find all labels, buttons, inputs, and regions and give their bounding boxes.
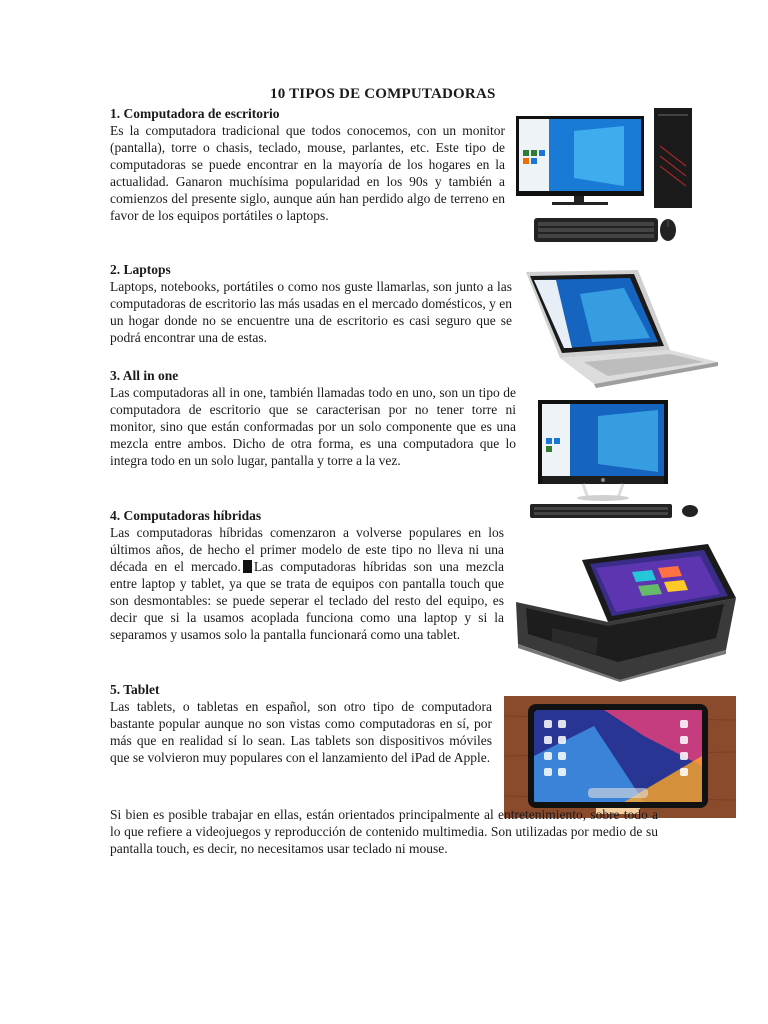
section-4-body bbox=[110, 524, 504, 643]
all-in-one-icon bbox=[528, 398, 706, 522]
section-5-heading: 5. Tablet bbox=[110, 682, 160, 697]
text-cursor-icon bbox=[243, 560, 252, 573]
desktop-computer-icon bbox=[514, 106, 694, 246]
section-4-heading: 4. Computadoras híbridas bbox=[110, 508, 262, 523]
laptop-icon bbox=[520, 266, 720, 390]
section-1-body: Es la computadora tradicional que todos conocemos, con un monitor (pantalla), torre o chasis, teclado, mouse, parlantes, etc. Este tipo de computadoras se puede encontrar en la mayoría de los hogares en la actualidad. Ganaron muchísima popularidad en los 90s y también a comienzos del presente siglo, aunque aún han perdido algo de terreno en favor de los equipos portátiles o laptops. bbox=[110, 123, 505, 223]
hybrid-laptop-icon bbox=[512, 538, 742, 682]
section-4-body-part2: Las computadoras híbridas son una mezcla entre laptop y tablet, ya que se trata de equipos con pantalla touch que son desmontables: se puede seperar el teclado del resto del equipo, es decir que si la usamos acoplada funciona como una laptop y si la separamos y usamos solo la pantalla funcionará como una tablet. bbox=[110, 559, 504, 642]
section-2-heading: 2. Laptops bbox=[110, 262, 171, 277]
section-2-body: Laptops, notebooks, portátiles o como nos guste llamarlas, son junto a las computadoras de escritorio las más usadas en el mercado domésticos, y en un hogar donde no se encuentre una de escritorio es casi seguro que se podrá encontrar una de estas. bbox=[110, 279, 512, 345]
page-title: 10 TIPOS DE COMPUTADORAS bbox=[270, 86, 496, 102]
section-5-body: Las tablets, o tabletas en español, son otro tipo de computadora bastante popular aunque no son vistas como computadoras en sí, por más que en realidad sí lo sean. Las tablets son dispositivos móviles que se volvieron muy populares con el lanzamiento del iPad de Apple. bbox=[110, 699, 492, 765]
section-3-heading: 3. All in one bbox=[110, 368, 179, 383]
section-1-heading: 1. Computadora de escritorio bbox=[110, 106, 280, 121]
tablet-icon bbox=[504, 696, 736, 818]
section-3-body: Las computadoras all in one, también llamadas todo en uno, son un tipo de computadora de escritorio que se caracterisan por no tener torre ni monitor, sino que están conformadas por un solo componente que es una mezcla entre ambos. Dicho de otra forma, es una computadora que lo integra todo en un solo lugar, pantalla y torre a la vez. bbox=[110, 385, 516, 468]
section-4-body-part1: Las computadoras híbridas comenzaron a volverse populares en los últimos años, de hecho el primer modelo de este tipo no lleva ni una década en el mercado. bbox=[110, 525, 504, 574]
section-5-body-2: Si bien es posible trabajar en ellas, están orientados principalmente al entretenimiento, sobre todo a lo que refiere a videojuegos y reproducción de contenido multimedia. Son utilizadas por medio de su pantalla touch, es decir, no necesitamos usar teclado ni mouse. bbox=[110, 807, 658, 856]
